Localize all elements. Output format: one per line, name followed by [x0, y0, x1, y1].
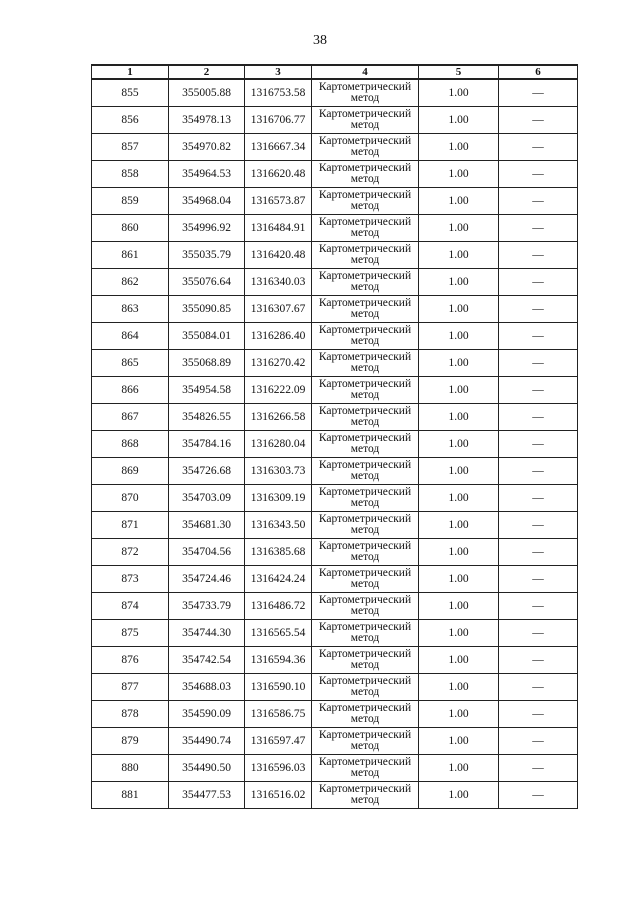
note-dash: —	[499, 269, 578, 296]
note-dash: —	[499, 458, 578, 485]
coord-x: 354978.13	[169, 107, 245, 134]
method-line-2: метод	[350, 254, 380, 266]
note-dash: —	[499, 296, 578, 323]
coord-y: 1316222.09	[245, 377, 312, 404]
point-number: 858	[92, 161, 169, 188]
method-line-1: Картометрический	[318, 324, 412, 336]
table-row	[92, 377, 578, 404]
coord-y: 1316706.77	[245, 107, 312, 134]
method-cell	[312, 161, 419, 188]
accuracy: 1.00	[419, 647, 499, 674]
accuracy: 1.00	[419, 377, 499, 404]
method-line-1: Картометрический	[318, 270, 412, 282]
coord-y: 1316307.67	[245, 296, 312, 323]
table-row	[92, 431, 578, 458]
note-dash: —	[499, 431, 578, 458]
method-line-1: Картометрический	[318, 594, 412, 606]
coord-y: 1316420.48	[245, 242, 312, 269]
note-dash: —	[499, 782, 578, 809]
accuracy: 1.00	[419, 782, 499, 809]
note-dash: —	[499, 377, 578, 404]
coord-y: 1316620.48	[245, 161, 312, 188]
note-dash: —	[499, 161, 578, 188]
method-cell	[312, 566, 419, 593]
coord-x: 354688.03	[169, 674, 245, 701]
note-dash: —	[499, 566, 578, 593]
method-line-1: Картометрический	[318, 783, 412, 795]
coord-y: 1316597.47	[245, 728, 312, 755]
method-line-1: Картометрический	[318, 513, 412, 525]
coord-y: 1316340.03	[245, 269, 312, 296]
coord-y: 1316667.34	[245, 134, 312, 161]
note-dash: —	[499, 674, 578, 701]
method-line-2: метод	[350, 335, 380, 347]
method-line-1: Картометрический	[318, 432, 412, 444]
method-line-1: Картометрический	[318, 756, 412, 768]
coord-y: 1316573.87	[245, 188, 312, 215]
accuracy: 1.00	[419, 755, 499, 782]
col-header-4: 4	[312, 65, 419, 79]
method-line-2: метод	[350, 389, 380, 401]
coord-x: 355068.89	[169, 350, 245, 377]
coord-y: 1316309.19	[245, 485, 312, 512]
table-row	[92, 566, 578, 593]
method-cell	[312, 593, 419, 620]
method-cell	[312, 79, 419, 107]
coord-y: 1316565.54	[245, 620, 312, 647]
method-line-2: метод	[350, 794, 380, 806]
coord-x: 355005.88	[169, 79, 245, 107]
method-cell	[312, 755, 419, 782]
point-number: 864	[92, 323, 169, 350]
point-number: 855	[92, 79, 169, 107]
coord-x: 354681.30	[169, 512, 245, 539]
note-dash: —	[499, 512, 578, 539]
coord-x: 354742.54	[169, 647, 245, 674]
note-dash: —	[499, 647, 578, 674]
method-line-2: метод	[350, 227, 380, 239]
coord-y: 1316590.10	[245, 674, 312, 701]
coord-y: 1316385.68	[245, 539, 312, 566]
method-line-2: метод	[350, 173, 380, 185]
table-row	[92, 485, 578, 512]
accuracy: 1.00	[419, 296, 499, 323]
accuracy: 1.00	[419, 404, 499, 431]
col-header-6: 6	[499, 65, 578, 79]
coord-x: 354996.92	[169, 215, 245, 242]
method-line-1: Картометрический	[318, 189, 412, 201]
accuracy: 1.00	[419, 620, 499, 647]
table-row	[92, 674, 578, 701]
coord-y: 1316270.42	[245, 350, 312, 377]
point-number: 875	[92, 620, 169, 647]
method-line-2: метод	[350, 497, 380, 509]
table-row	[92, 458, 578, 485]
method-cell	[312, 242, 419, 269]
page-number: 38	[313, 33, 327, 48]
table-row	[92, 512, 578, 539]
coord-y: 1316266.58	[245, 404, 312, 431]
table-row	[92, 242, 578, 269]
method-cell	[312, 458, 419, 485]
point-number: 865	[92, 350, 169, 377]
coord-x: 355084.01	[169, 323, 245, 350]
coord-x: 354590.09	[169, 701, 245, 728]
accuracy: 1.00	[419, 350, 499, 377]
method-cell	[312, 404, 419, 431]
coord-y: 1316286.40	[245, 323, 312, 350]
table-row	[92, 755, 578, 782]
method-line-1: Картометрический	[318, 675, 412, 687]
method-cell	[312, 188, 419, 215]
coord-y: 1316343.50	[245, 512, 312, 539]
col-header-1: 1	[92, 65, 169, 79]
coord-y: 1316303.73	[245, 458, 312, 485]
method-cell	[312, 701, 419, 728]
table-row	[92, 215, 578, 242]
point-number: 881	[92, 782, 169, 809]
method-line-1: Картометрический	[318, 702, 412, 714]
coordinates-table	[91, 64, 578, 809]
point-number: 870	[92, 485, 169, 512]
method-line-1: Картометрический	[318, 162, 412, 174]
accuracy: 1.00	[419, 674, 499, 701]
accuracy: 1.00	[419, 701, 499, 728]
point-number: 862	[92, 269, 169, 296]
coord-x: 354954.58	[169, 377, 245, 404]
method-line-1: Картометрический	[318, 378, 412, 390]
coord-x: 354724.46	[169, 566, 245, 593]
method-cell	[312, 269, 419, 296]
point-number: 876	[92, 647, 169, 674]
point-number: 856	[92, 107, 169, 134]
accuracy: 1.00	[419, 161, 499, 188]
method-cell	[312, 674, 419, 701]
method-cell	[312, 215, 419, 242]
method-line-2: метод	[350, 713, 380, 725]
method-cell	[312, 431, 419, 458]
method-cell	[312, 134, 419, 161]
accuracy: 1.00	[419, 215, 499, 242]
method-cell	[312, 323, 419, 350]
table-header-row	[92, 65, 578, 79]
point-number: 859	[92, 188, 169, 215]
coord-y: 1316484.91	[245, 215, 312, 242]
table-row	[92, 782, 578, 809]
table-row	[92, 107, 578, 134]
coord-x: 354477.53	[169, 782, 245, 809]
method-cell	[312, 107, 419, 134]
point-number: 879	[92, 728, 169, 755]
table-row	[92, 134, 578, 161]
method-line-1: Картометрический	[318, 648, 412, 660]
table-row	[92, 647, 578, 674]
note-dash: —	[499, 107, 578, 134]
coord-x: 354733.79	[169, 593, 245, 620]
coord-x: 355076.64	[169, 269, 245, 296]
col-header-5: 5	[419, 65, 499, 79]
accuracy: 1.00	[419, 593, 499, 620]
note-dash: —	[499, 188, 578, 215]
method-line-1: Картометрический	[318, 405, 412, 417]
method-cell	[312, 539, 419, 566]
coord-x: 354784.16	[169, 431, 245, 458]
method-line-1: Картометрический	[318, 729, 412, 741]
point-number: 878	[92, 701, 169, 728]
point-number: 857	[92, 134, 169, 161]
table-row	[92, 620, 578, 647]
method-line-2: метод	[350, 524, 380, 536]
method-cell	[312, 728, 419, 755]
coord-x: 354490.50	[169, 755, 245, 782]
point-number: 868	[92, 431, 169, 458]
accuracy: 1.00	[419, 566, 499, 593]
note-dash: —	[499, 755, 578, 782]
method-cell	[312, 485, 419, 512]
accuracy: 1.00	[419, 539, 499, 566]
point-number: 871	[92, 512, 169, 539]
method-line-2: метод	[350, 146, 380, 158]
method-line-1: Картометрический	[318, 540, 412, 552]
table-row	[92, 701, 578, 728]
note-dash: —	[499, 134, 578, 161]
method-line-2: метод	[350, 767, 380, 779]
method-line-1: Картометрический	[318, 81, 412, 93]
point-number: 880	[92, 755, 169, 782]
coord-x: 354703.09	[169, 485, 245, 512]
method-line-2: метод	[350, 686, 380, 698]
method-line-2: метод	[350, 605, 380, 617]
point-number: 867	[92, 404, 169, 431]
table-row	[92, 539, 578, 566]
accuracy: 1.00	[419, 242, 499, 269]
note-dash: —	[499, 728, 578, 755]
method-line-1: Картометрический	[318, 135, 412, 147]
point-number: 863	[92, 296, 169, 323]
method-line-1: Картометрический	[318, 567, 412, 579]
method-cell	[312, 512, 419, 539]
coord-y: 1316280.04	[245, 431, 312, 458]
method-line-2: метод	[350, 281, 380, 293]
coord-x: 354970.82	[169, 134, 245, 161]
note-dash: —	[499, 215, 578, 242]
coord-x: 354704.56	[169, 539, 245, 566]
table-row	[92, 79, 578, 107]
accuracy: 1.00	[419, 431, 499, 458]
method-line-2: метод	[350, 551, 380, 563]
note-dash: —	[499, 323, 578, 350]
coord-x: 354744.30	[169, 620, 245, 647]
note-dash: —	[499, 539, 578, 566]
method-line-2: метод	[350, 119, 380, 131]
coord-y: 1316486.72	[245, 593, 312, 620]
method-line-1: Картометрический	[318, 216, 412, 228]
point-number: 873	[92, 566, 169, 593]
coord-y: 1316753.58	[245, 79, 312, 107]
accuracy: 1.00	[419, 79, 499, 107]
method-line-1: Картометрический	[318, 351, 412, 363]
accuracy: 1.00	[419, 485, 499, 512]
method-cell	[312, 620, 419, 647]
note-dash: —	[499, 620, 578, 647]
method-line-2: метод	[350, 308, 380, 320]
point-number: 877	[92, 674, 169, 701]
note-dash: —	[499, 593, 578, 620]
accuracy: 1.00	[419, 458, 499, 485]
coord-x: 354968.04	[169, 188, 245, 215]
coord-y: 1316516.02	[245, 782, 312, 809]
coord-x: 355090.85	[169, 296, 245, 323]
accuracy: 1.00	[419, 512, 499, 539]
method-line-2: метод	[350, 416, 380, 428]
note-dash: —	[499, 79, 578, 107]
method-line-1: Картометрический	[318, 621, 412, 633]
note-dash: —	[499, 404, 578, 431]
coord-y: 1316596.03	[245, 755, 312, 782]
accuracy: 1.00	[419, 323, 499, 350]
coord-x: 354826.55	[169, 404, 245, 431]
coord-y: 1316594.36	[245, 647, 312, 674]
method-cell	[312, 782, 419, 809]
table-row	[92, 593, 578, 620]
method-cell	[312, 647, 419, 674]
coord-x: 355035.79	[169, 242, 245, 269]
point-number: 872	[92, 539, 169, 566]
method-line-2: метод	[350, 578, 380, 590]
table-row	[92, 323, 578, 350]
note-dash: —	[499, 701, 578, 728]
method-line-1: Картометрический	[318, 108, 412, 120]
accuracy: 1.00	[419, 188, 499, 215]
method-cell	[312, 377, 419, 404]
method-line-1: Картометрический	[318, 486, 412, 498]
method-line-1: Картометрический	[318, 459, 412, 471]
coord-x: 354726.68	[169, 458, 245, 485]
method-line-1: Картометрический	[318, 243, 412, 255]
method-line-2: метод	[350, 740, 380, 752]
accuracy: 1.00	[419, 107, 499, 134]
col-header-2: 2	[169, 65, 245, 79]
table-row	[92, 404, 578, 431]
method-line-2: метод	[350, 443, 380, 455]
method-line-2: метод	[350, 470, 380, 482]
accuracy: 1.00	[419, 728, 499, 755]
table-row	[92, 188, 578, 215]
table-row	[92, 728, 578, 755]
method-line-2: метод	[350, 92, 380, 104]
method-line-2: метод	[350, 632, 380, 644]
point-number: 874	[92, 593, 169, 620]
table-row	[92, 161, 578, 188]
note-dash: —	[499, 350, 578, 377]
method-line-2: метод	[350, 200, 380, 212]
point-number: 861	[92, 242, 169, 269]
method-line-2: метод	[350, 362, 380, 374]
note-dash: —	[499, 242, 578, 269]
method-line-1: Картометрический	[318, 297, 412, 309]
table-row	[92, 350, 578, 377]
coord-x: 354964.53	[169, 161, 245, 188]
col-header-3: 3	[245, 65, 312, 79]
point-number: 866	[92, 377, 169, 404]
table-row	[92, 296, 578, 323]
method-cell	[312, 350, 419, 377]
point-number: 860	[92, 215, 169, 242]
method-cell	[312, 296, 419, 323]
coord-y: 1316586.75	[245, 701, 312, 728]
method-line-2: метод	[350, 659, 380, 671]
accuracy: 1.00	[419, 269, 499, 296]
accuracy: 1.00	[419, 134, 499, 161]
table-row	[92, 269, 578, 296]
note-dash: —	[499, 485, 578, 512]
point-number: 869	[92, 458, 169, 485]
coord-x: 354490.74	[169, 728, 245, 755]
coord-y: 1316424.24	[245, 566, 312, 593]
